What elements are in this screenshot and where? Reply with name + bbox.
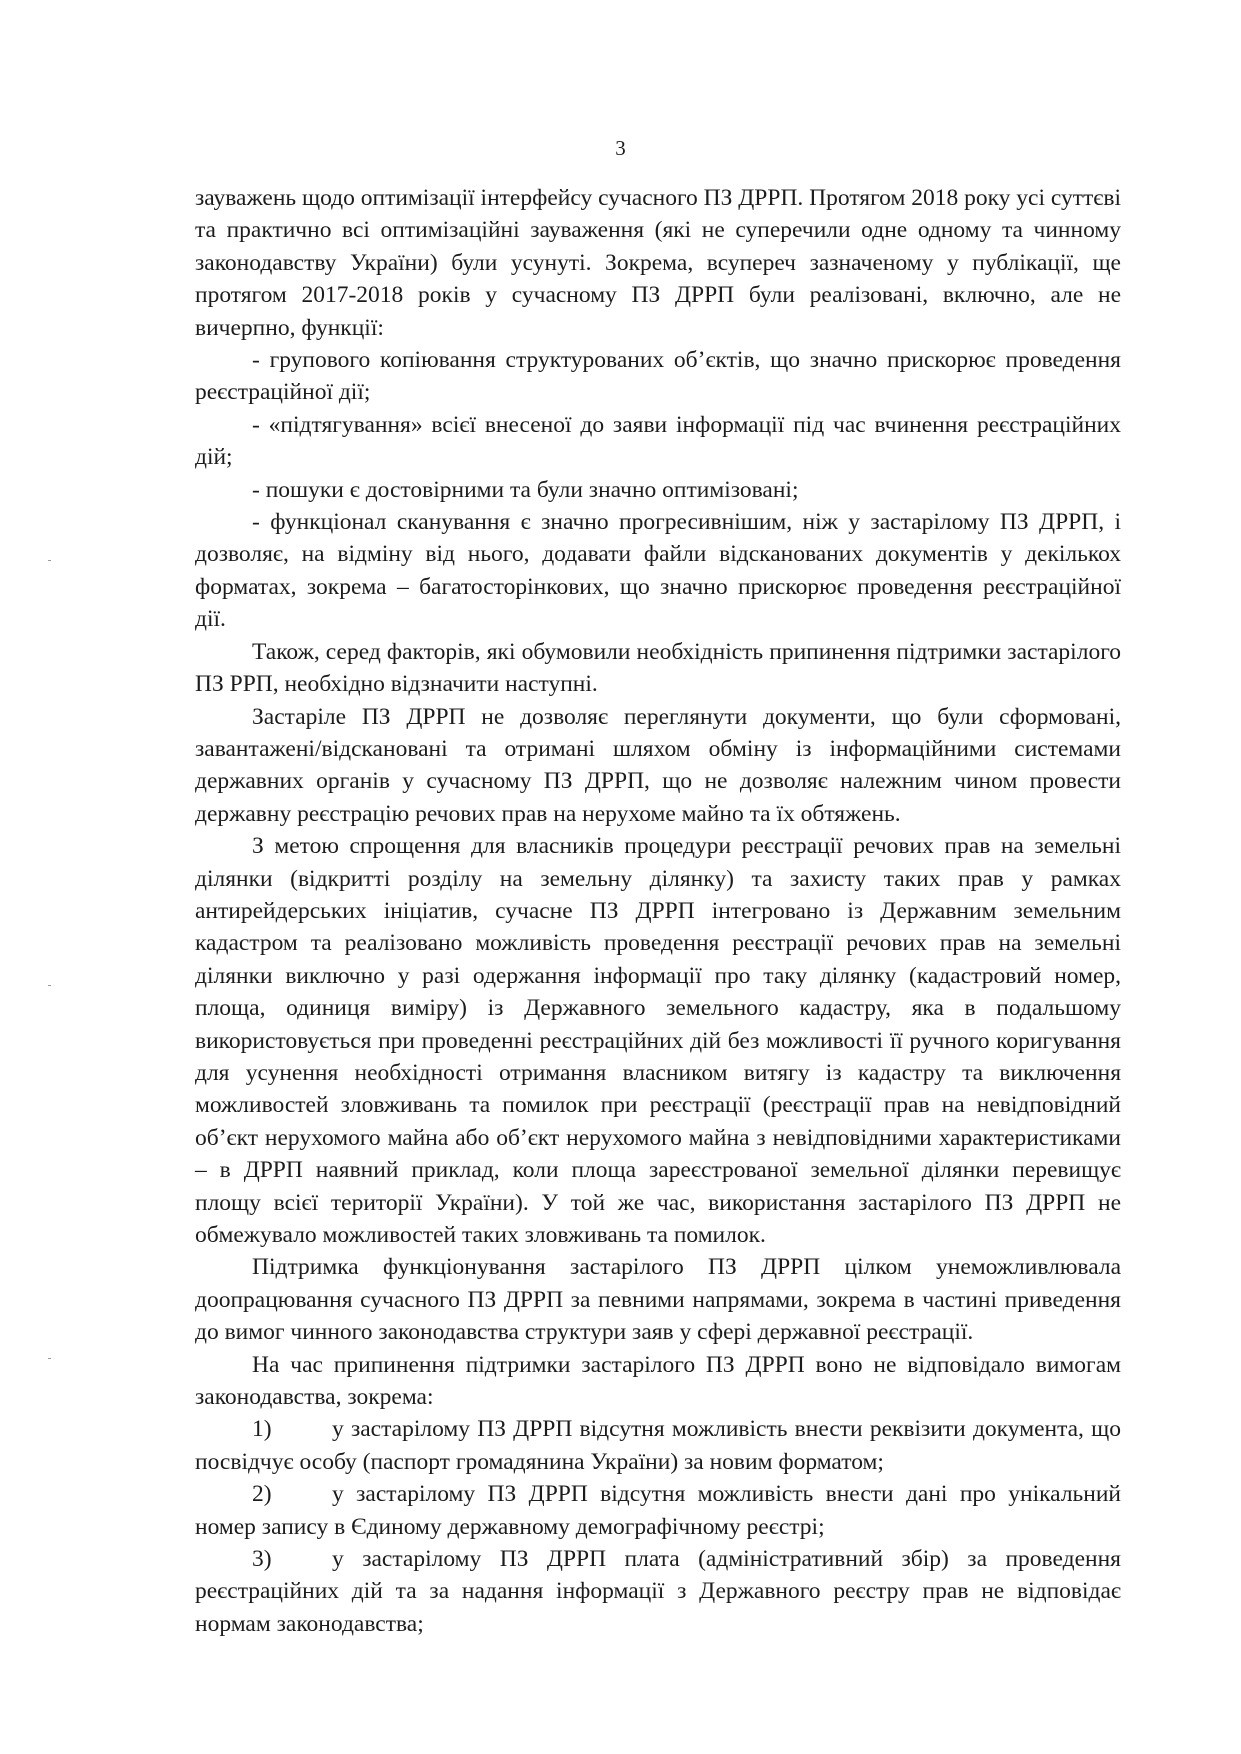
bullet-item: - функціонал сканування є значно прогресивнішим, ніж у застарілому ПЗ ДРРП, і дозволяє, на відміну від нього, додавати файли відсканованих документів у декількох форматах, зокрема – багатосторінкових, що значно прискорює проведення реєстраційної дії.	[195, 509, 1121, 633]
bullet-item: - «підтягування» всієї внесеної до заяви інформації під час вчинення реєстраційних дій;	[195, 411, 1121, 471]
item-text: у застарілому ПЗ ДРРП відсутня можливість внести реквізити документа, що посвідчує особу (паспорт громадянина України) за новим форматом;	[195, 1416, 1121, 1475]
paragraph: зауважень щодо оптимізації інтерфейсу сучасного ПЗ ДРРП. Протягом 2018 року усі суттєві та практично всі оптимізаційні зауваження (які не суперечили одне одному та чинному законодавству України) були усунуті. Зокрема, всупереч зазначеному у публікації, ще протягом 2017-2018 років у сучасному ПЗ ДРРП були реалізовані, включно, але не вичерпно, функції:	[195, 185, 1121, 341]
numbered-item	[195, 1478, 1121, 1543]
item-number: 2)	[252, 1481, 272, 1508]
margin-mark	[48, 560, 51, 561]
paragraph: Підтримка функціонування застарілого ПЗ ДРРП цілком унеможливлювала доопрацювання сучасного ПЗ ДРРП за певними напрямами, зокрема в частині приведення до вимог чинного законодавства структури заяв у сфері державної реєстрації.	[195, 1254, 1121, 1346]
paragraph: Застаріле ПЗ ДРРП не дозволяє переглянути документи, що були сформовані, завантажені/відскановані та отримані шляхом обміну із інформаційними системами державних органів у сучасному ПЗ ДРРП, що не дозволяє належним чином провести державну реєстрацію речових прав на нерухоме майно та їх обтяжень.	[195, 703, 1121, 827]
document-body	[195, 182, 1121, 1640]
margin-mark	[48, 1358, 51, 1359]
item-number: 1)	[252, 1416, 272, 1443]
bullet-item: - пошуки є достовірними та були значно оптимізовані;	[252, 476, 799, 503]
paragraph: Також, серед факторів, які обумовили необхідність припинення підтримки застарілого ПЗ РРП, необхідно відзначити наступні.	[195, 638, 1121, 698]
item-text: у застарілому ПЗ ДРРП відсутня можливість внести дані про унікальний номер запису в Єдиному державному демографічному реєстрі;	[195, 1481, 1121, 1540]
numbered-item	[195, 1413, 1121, 1478]
item-text: у застарілому ПЗ ДРРП плата (адміністративний збір) за проведення реєстраційних дій та за надання інформації з Державного реєстру прав не відповідає нормам законодавства;	[195, 1546, 1121, 1637]
paragraph: На час припинення підтримки застарілого ПЗ ДРРП воно не відповідало вимогам законодавства, зокрема:	[195, 1351, 1121, 1411]
numbered-item	[195, 1543, 1121, 1640]
paragraph: З метою спрощення для власників процедури реєстрації речових прав на земельні ділянки (відкритті розділу на земельну ділянку) та захисту таких прав у рамках антирейдерських ініціатив, сучасне ПЗ ДРРП інтегровано із Державним земельним кадастром та реалізовано можливість проведення реєстрації речових прав на земельні ділянки виключно у разі одержання інформації про таку ділянку (кадастровий номер, площа, одиниця виміру) із Державного земельного кадастру, яка в подальшому використовується при проведенні реєстраційних дій без можливості її ручного коригування для усунення необхідності отримання власником витягу із кадастру та виключення можливостей зловживань та помилок при реєстрації (реєстрації прав на невідповідний об’єкт нерухомого майна або об’єкт нерухомого майна з невідповідними характеристиками – в ДРРП наявний приклад, коли площа зареєстрованої земельної ділянки перевищує площу всієї території України). У той же час, використання застарілого ПЗ ДРРП не обмежувало можливостей таких зловживань та помилок.	[195, 833, 1121, 1248]
page-number: 3	[615, 136, 626, 160]
bullet-item: - групового копіювання структурованих об’єктів, що значно прискорює проведення реєстраційної дії;	[195, 347, 1121, 406]
item-number: 3)	[252, 1546, 272, 1573]
margin-mark	[48, 985, 51, 986]
